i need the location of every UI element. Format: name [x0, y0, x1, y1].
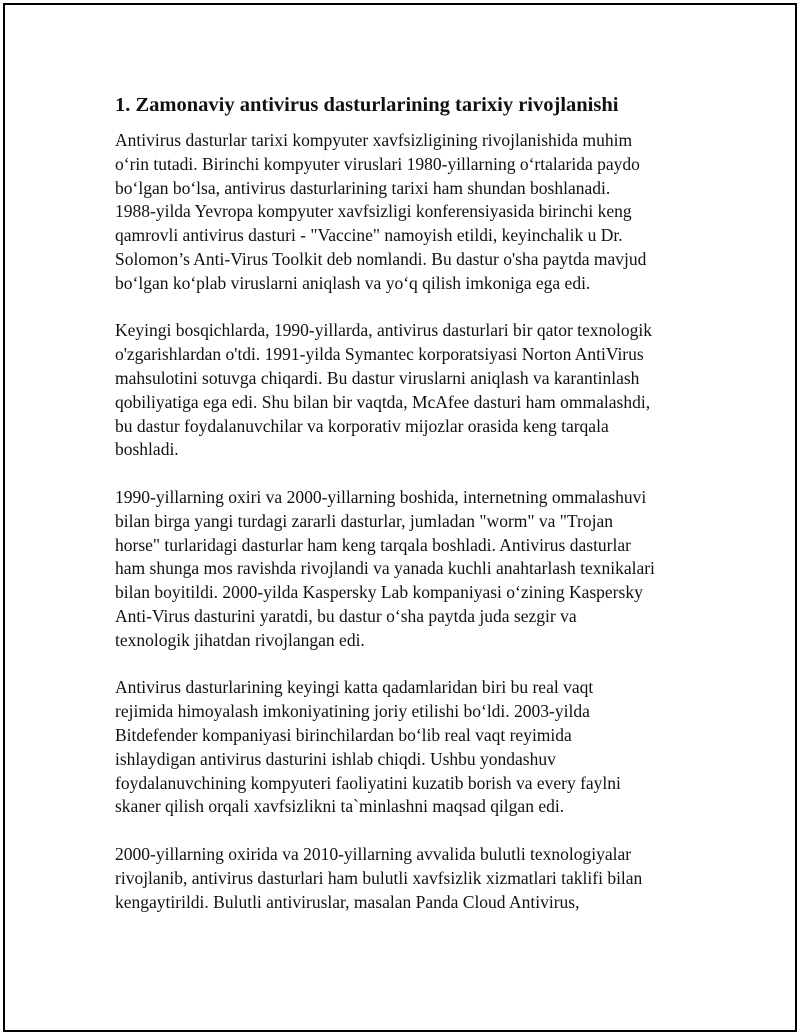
text-line: Keyingi bosqichlarda, 1990-yillarda, antivirus dasturlari bir qator texnologik	[115, 320, 653, 341]
text-line: Solomon’s Anti-Virus Toolkit deb nomlandi. Bu dastur o'sha paytda mavjud	[115, 248, 647, 269]
paragraph-1	[115, 129, 695, 296]
text-line: kengaytirildi. Bulutli antiviruslar, masalan Panda Cloud Antivirus,	[115, 891, 580, 912]
text-line: Antivirus dasturlarining keyingi katta qadamlaridan biri bu real vaqt	[115, 677, 594, 698]
text-line: bo‘lgan ko‘plab viruslarni aniqlash va yo‘q qilish imkoniga ega edi.	[115, 272, 591, 293]
text-line: horse" turlaridagi dasturlar ham keng tarqala boshladi. Antivirus dasturlar	[115, 534, 631, 555]
paragraph-2	[115, 319, 695, 462]
text-line: boshladi.	[115, 439, 179, 460]
text-line: qamrovli antivirus dasturi - "Vaccine" namoyish etildi, keyinchalik u Dr.	[115, 225, 623, 246]
text-line: texnologik jihatdan rivojlangan edi.	[115, 629, 365, 650]
text-line: bu dastur foydalanuvchilar va korporativ mijozlar orasida keng tarqala	[115, 415, 609, 436]
text-line: o'zgarishlardan o'tdi. 1991-yilda Symantec korporatsiyasi Norton AntiVirus	[115, 344, 644, 365]
text-line: 1990-yillarning oxiri va 2000-yillarning boshida, internetning ommalashuvi	[115, 486, 647, 507]
text-line: 1988-yilda Yevropa kompyuter xavfsizligi konferensiyasida birinchi keng	[115, 201, 632, 222]
document-body	[115, 92, 695, 938]
text-line: bilan boyitildi. 2000-yilda Kaspersky Lab kompaniyasi o‘zining Kaspersky	[115, 582, 643, 603]
text-line: Bitdefender kompaniyasi birinchilardan bo‘lib real vaqt reyimida	[115, 724, 572, 745]
section-heading: 1. Zamonaviy antivirus dasturlarining tarixiy rivojlanishi	[115, 94, 619, 116]
text-line: 2000-yillarning oxirida va 2010-yillarning avvalida bulutli texnologiyalar	[115, 843, 632, 864]
text-line: Antivirus dasturlar tarixi kompyuter xavfsizligining rivojlanishida muhim	[115, 130, 633, 150]
text-line: qobiliyatiga ega edi. Shu bilan bir vaqtda, McAfee dasturi ham ommalashdi,	[115, 391, 651, 412]
text-line: rejimida himoyalash imkoniyatining joriy etilishi bo‘ldi. 2003-yilda	[115, 701, 590, 722]
paragraph-5	[115, 843, 695, 914]
text-line: Anti-Virus dasturini yaratdi, bu dastur o‘sha paytda juda sezgir va	[115, 605, 577, 626]
text-line: foydalanuvchining kompyuteri faoliyatini kuzatib borish va every faylni	[115, 772, 621, 793]
text-line: skaner qilish orqali xavfsizlikni ta`minlashni maqsad qilgan edi.	[115, 796, 565, 817]
text-line: mahsulotini sotuvga chiqardi. Bu dastur viruslarni aniqlash va karantinlash	[115, 367, 640, 388]
text-line: rivojlanib, antivirus dasturlari ham bulutli xavfsizlik xizmatlari taklifi bilan	[115, 867, 643, 888]
text-line: o‘rin tutadi. Birinchi kompyuter viruslari 1980-yillarning o‘rtalarida paydo	[115, 153, 640, 174]
text-line: bilan birga yangi turdagi zararli dasturlar, jumladan "worm" va "Trojan	[115, 510, 613, 531]
text-line: ishlaydigan antivirus dasturini ishlab chiqdi. Ushbu yondashuv	[115, 748, 556, 769]
text-line: bo‘lgan bo‘lsa, antivirus dasturlarining tarixi ham shundan boshlanadi.	[115, 177, 611, 198]
paragraph-3	[115, 486, 695, 653]
paragraph-4	[115, 676, 695, 819]
text-line: ham shunga mos ravishda rivojlandi va yanada kuchli anahtarlash texnikalari	[115, 558, 655, 579]
